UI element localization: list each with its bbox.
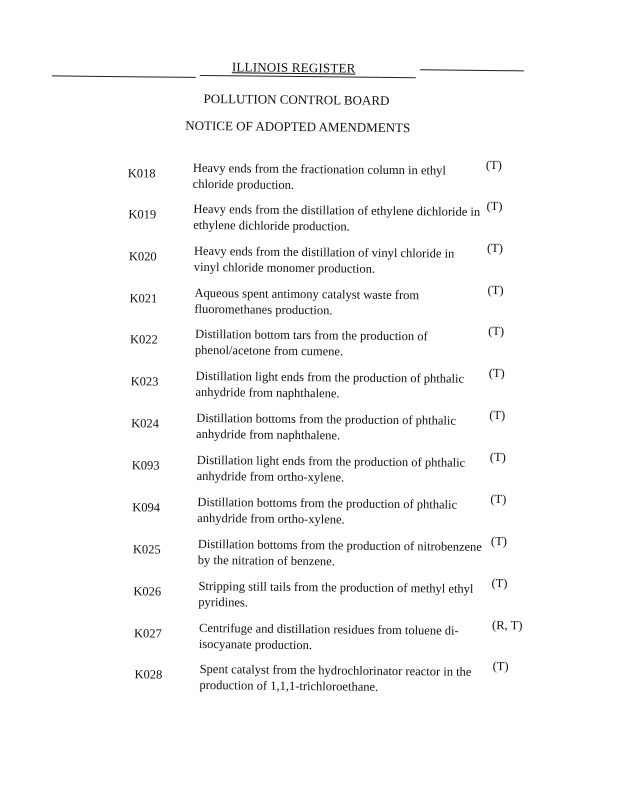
board-title: POLLUTION CONTROL BOARD	[203, 90, 390, 108]
hazard-code: (T)	[492, 659, 509, 674]
hazard-code: (T)	[489, 408, 506, 423]
waste-description-line1: Heavy ends from the fractionation column in ethyl	[192, 160, 446, 178]
hazard-code: (T)	[488, 323, 505, 339]
waste-description-line2: chloride production.	[192, 176, 295, 192]
waste-description-line1: Distillation bottoms from the production of phthalic	[197, 494, 458, 512]
waste-code: K019	[128, 207, 157, 222]
waste-code: K028	[134, 667, 163, 682]
waste-description-line1: Distillation light ends from the production of phthalic	[195, 368, 465, 386]
waste-code: K018	[127, 166, 156, 181]
hazard-code: (T)	[487, 282, 504, 298]
waste-description-line1: Centrifuge and distillation residues from toluene di-	[198, 620, 459, 638]
waste-description-line2: production of 1,1,1-trichloroethane.	[199, 677, 379, 694]
waste-description-line2: by the nitration of benzene.	[197, 552, 335, 569]
waste-description-line2: phenol/acetone from cumene.	[194, 342, 344, 359]
hazard-code: (T)	[486, 198, 503, 214]
waste-code: K023	[130, 374, 159, 389]
waste-code: K026	[133, 584, 162, 599]
hazard-code: (T)	[490, 534, 508, 549]
hazard-code: (T)	[489, 450, 506, 465]
waste-description-line1: Stripping still tails from the production of methyl ethyl	[198, 578, 474, 596]
waste-description-line2: vinyl chloride monomer production.	[193, 259, 376, 276]
waste-description-line2: ethylene dichloride production.	[193, 217, 350, 234]
waste-description-line1: Aqueous spent antimony catalyst waste from	[194, 285, 420, 303]
header-rule-right	[420, 69, 524, 71]
notice-title: NOTICE OF ADOPTED AMENDMENTS	[185, 117, 411, 136]
header-rule-left	[52, 75, 196, 78]
waste-description-line1: Spent catalyst from the hydrochlorinator reactor in the	[199, 661, 472, 679]
waste-code: K024	[131, 416, 160, 431]
waste-description-line1: Distillation bottoms from the production of nitrobenzene	[197, 536, 482, 554]
waste-description-line2: anhydride from ortho-xylene.	[196, 468, 345, 485]
waste-description-line2: pyridines.	[198, 594, 249, 610]
hazard-code: (T)	[490, 492, 507, 507]
hazard-code: (T)	[491, 576, 508, 591]
waste-description-line1: Distillation light ends from the production of phthalic	[196, 452, 466, 470]
waste-code: K022	[129, 332, 158, 347]
waste-description-line2: fluoromethanes production.	[194, 301, 333, 318]
hazard-code: (R, T)	[492, 618, 523, 633]
register-title: ILLINOIS REGISTER	[231, 59, 356, 76]
waste-code: K094	[132, 500, 161, 515]
waste-description-line1: Heavy ends from the distillation of ethylene dichloride in	[193, 201, 481, 219]
waste-description-line1: Heavy ends from the distillation of vinyl chloride in	[193, 243, 455, 261]
waste-code: K020	[128, 249, 157, 264]
waste-code: K093	[131, 458, 160, 473]
waste-description-line2: isocyanate production.	[198, 636, 313, 653]
hazard-code: (T)	[488, 365, 505, 381]
hazard-code: (T)	[485, 157, 502, 173]
hazard-code: (T)	[486, 240, 504, 256]
waste-code: K021	[129, 291, 158, 306]
waste-description-line2: anhydride from naphthalene.	[195, 384, 340, 401]
waste-code: K027	[133, 626, 162, 641]
waste-description-line1: Distillation bottom tars from the production of	[195, 326, 428, 344]
waste-description-line2: anhydride from naphthalene.	[196, 426, 341, 443]
waste-description-line2: anhydride from ortho-xylene.	[197, 510, 345, 527]
waste-code: K025	[132, 542, 161, 557]
waste-description-line1: Distillation bottoms from the production of phthalic	[196, 410, 456, 428]
